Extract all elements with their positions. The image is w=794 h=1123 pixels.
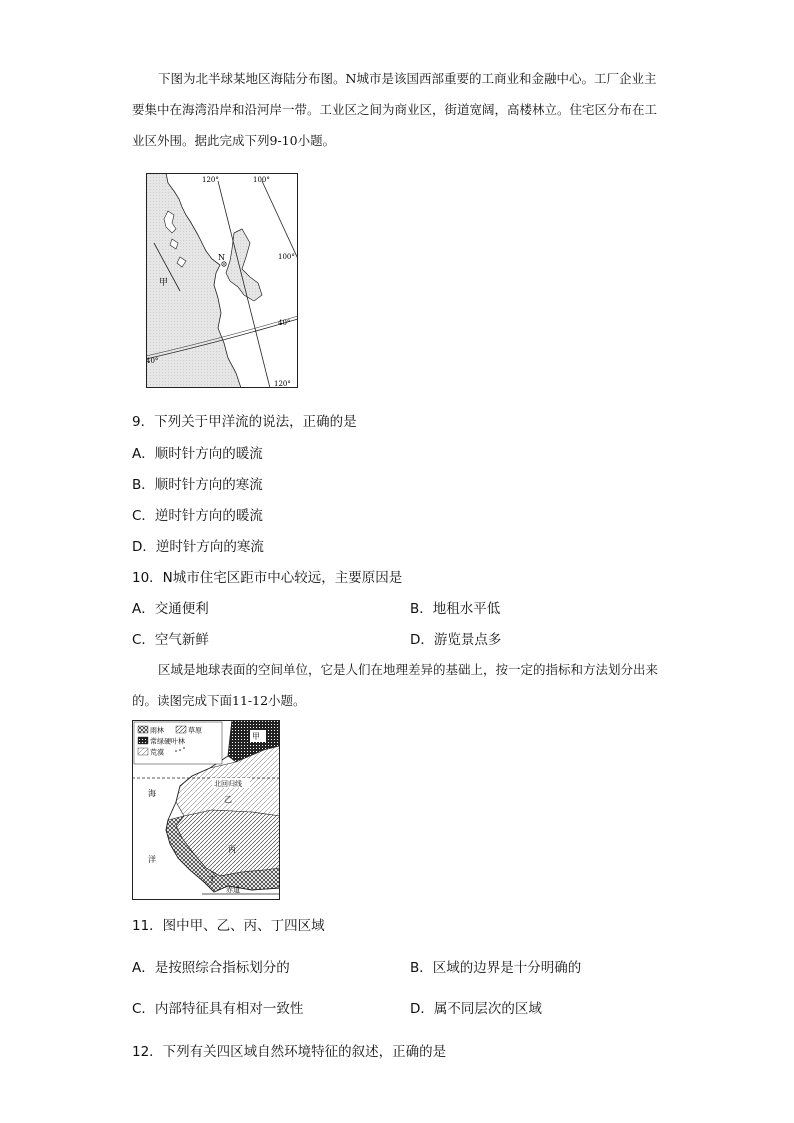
label-tropic: 北回归线 bbox=[214, 780, 242, 788]
q9-option-b[interactable]: B．顺时针方向的寒流 bbox=[132, 477, 263, 493]
q10-option-d[interactable]: D．游览景点多 bbox=[410, 632, 502, 648]
label-city-n: N bbox=[218, 253, 225, 262]
legend-dot bbox=[179, 749, 181, 751]
label-region-yi: 乙 bbox=[224, 795, 232, 804]
label-region-ding: 丁 bbox=[208, 875, 216, 884]
legend-swatch-savanna bbox=[176, 726, 186, 733]
legend-swatch-desert bbox=[138, 748, 148, 755]
legend-swatch-sclerophyll bbox=[138, 737, 148, 744]
intro-paragraph-2 bbox=[132, 654, 662, 716]
question-9: 9．下列关于甲洋流的说法，正确的是 bbox=[132, 414, 357, 430]
label-lat-40-right: 40° bbox=[278, 319, 291, 327]
label-lat-40-left: 40° bbox=[146, 357, 159, 365]
q9-option-d[interactable]: D．逆时针方向的寒流 bbox=[132, 539, 264, 555]
coastline-map bbox=[146, 173, 298, 388]
map-figure-2 bbox=[132, 720, 280, 900]
label-sea: 海 bbox=[148, 789, 156, 798]
intro-paragraph-1 bbox=[132, 63, 662, 156]
label-region-jia: 甲 bbox=[252, 732, 260, 741]
legend-label-desert: 荒漠 bbox=[150, 748, 164, 757]
label-ocean: 洋 bbox=[148, 855, 156, 864]
legend-swatch-rainforest bbox=[138, 726, 148, 733]
q9-option-a[interactable]: A．顺时针方向的暖流 bbox=[132, 446, 263, 462]
legend-dot bbox=[175, 750, 177, 752]
q11-option-d[interactable]: D．属不同层次的区域 bbox=[410, 1001, 542, 1017]
label-lon-120-bottom: 120° bbox=[274, 380, 291, 388]
legend-label-rainforest: 雨林 bbox=[150, 726, 164, 735]
q10-option-b[interactable]: B．地租水平低 bbox=[410, 601, 501, 617]
legend-dot bbox=[183, 747, 185, 749]
legend-label-sclerophyll: 常绿硬叶林 bbox=[150, 737, 185, 746]
intro-text-2: 区域是地球表面的空间单位，它是人们在地理差异的基础上，按一定的指标和方法划分出来的。读图完成下面11-12小题。 bbox=[132, 662, 659, 708]
question-11: 11．图中甲、乙、丙、丁四区域 bbox=[132, 918, 325, 934]
q11-option-b[interactable]: B．区域的边界是十分明确的 bbox=[410, 960, 582, 976]
label-lon-100-right: 100° bbox=[278, 253, 295, 261]
intro-text-1: 下图为北半球某地区海陆分布图。N城市是该国西部重要的工商业和金融中心。工厂企业主要集中在海湾沿岸和沿河岸一带。工业区之间为商业区，街道宽阔，高楼林立。住宅区分布在工业区外围。据此完成下列9-10小题。 bbox=[132, 71, 658, 148]
label-lon-120-top: 120° bbox=[202, 176, 219, 184]
q9-option-c[interactable]: C．逆时针方向的暖流 bbox=[132, 508, 263, 524]
q10-option-c[interactable]: C．空气新鲜 bbox=[132, 632, 209, 648]
map-figure-1 bbox=[146, 173, 298, 388]
q10-option-a[interactable]: A．交通便利 bbox=[132, 601, 209, 617]
label-region-bing: 丙 bbox=[228, 845, 236, 854]
region-map bbox=[132, 720, 280, 900]
question-12: 12．下列有关四区域自然环境特征的叙述，正确的是 bbox=[132, 1044, 447, 1060]
label-lon-100-top: 100° bbox=[253, 176, 270, 184]
question-10: 10．N城市住宅区距市中心较远，主要原因是 bbox=[132, 570, 403, 586]
label-equator: 赤道 bbox=[226, 886, 240, 894]
q11-option-c[interactable]: C．内部特征具有相对一致性 bbox=[132, 1001, 304, 1017]
city-dot bbox=[223, 263, 225, 265]
legend-label-savanna: 草原 bbox=[188, 726, 202, 735]
label-current-jia: 甲 bbox=[159, 278, 169, 288]
q11-option-a[interactable]: A．是按照综合指标划分的 bbox=[132, 960, 290, 976]
